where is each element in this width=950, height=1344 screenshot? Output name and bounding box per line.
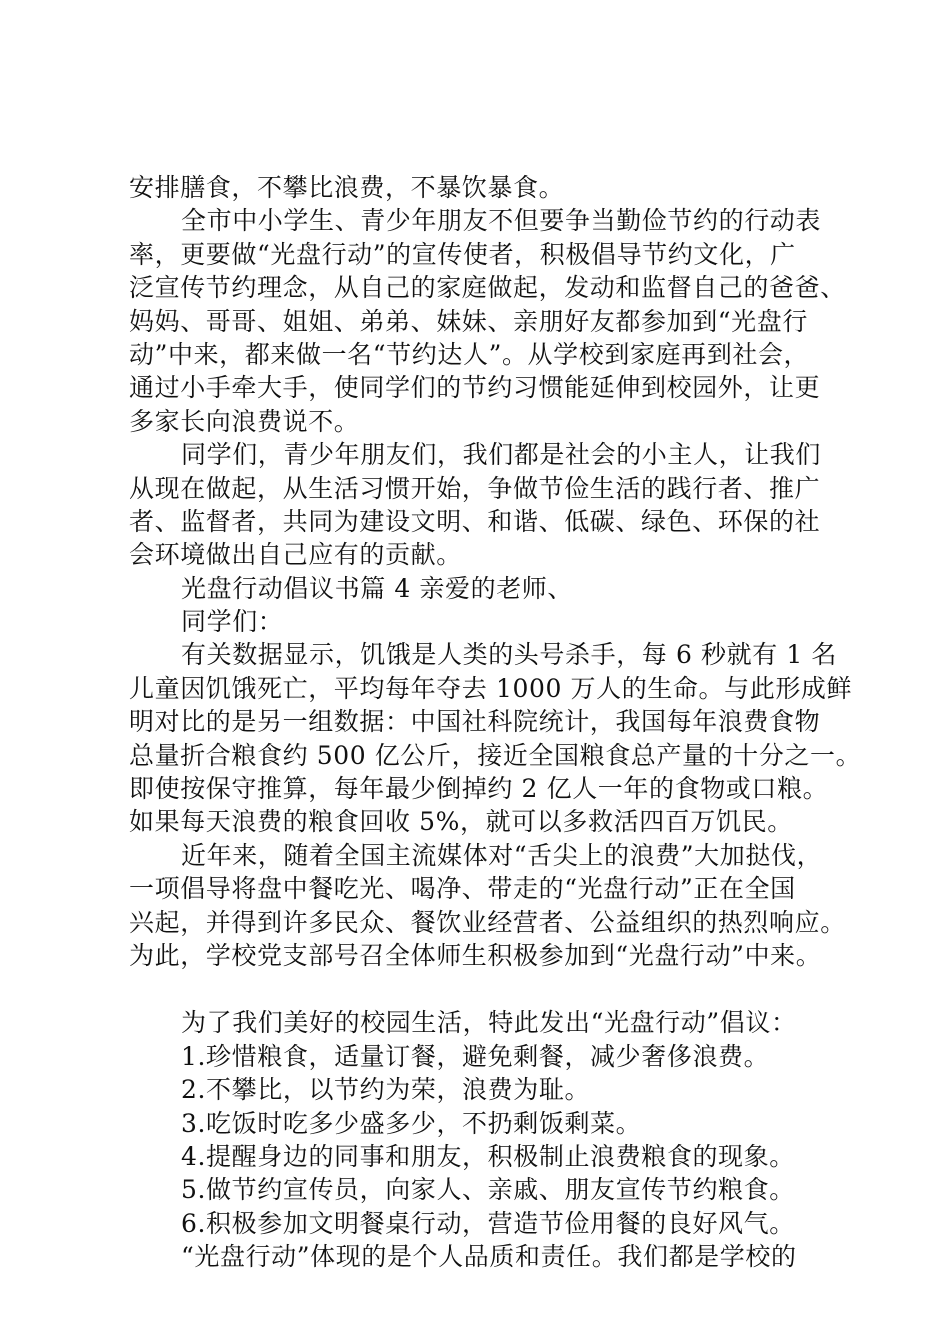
text-line: 为了我们美好的校园生活，特此发出“光盘行动”倡议： bbox=[181, 1008, 797, 1038]
text-line: 近年来，随着全国主流媒体对“舌尖上的浪费”大加挞伐， bbox=[181, 840, 823, 870]
text-line: 多家长向浪费说不。 bbox=[129, 406, 360, 436]
text-line: 3.吃饭时吃多少盛多少，不扔剩饭剩菜。 bbox=[181, 1108, 642, 1138]
text-line: 儿童因饥饿死亡，平均每年夺去 1000 万人的生命。与此形成鲜 bbox=[129, 673, 853, 703]
text-line: 1.珍惜粮食，适量订餐，避免剩餐，减少奢侈浪费。 bbox=[181, 1041, 770, 1071]
text-line: 安排膳食，不攀比浪费，不暴饮暴食。 bbox=[129, 173, 565, 202]
text-line: 2.不攀比，以节约为荣，浪费为耻。 bbox=[181, 1075, 591, 1105]
text-line: 为此，学校党支部号召全体师生积极参加到“光盘行动”中来。 bbox=[129, 940, 822, 970]
text-line: 一项倡导将盘中餐吃光、喝净、带走的“光盘行动”正在全国 bbox=[129, 874, 796, 904]
text-line: 通过小手牵大手，使同学们的节约习惯能延伸到校园外，让更 bbox=[129, 373, 821, 403]
text-line: 妈妈、哥哥、姐姐、弟弟、妹妹、亲朋好友都参加到“光盘行 bbox=[129, 306, 808, 336]
text-line: 同学们： bbox=[181, 607, 284, 637]
text-line: 全市中小学生、青少年朋友不但要争当勤俭节约的行动表 bbox=[181, 206, 822, 236]
text-line: 明对比的是另一组数据：中国社科院统计，我国每年浪费食物 bbox=[129, 707, 821, 737]
text-line: “光盘行动”体现的是个人品质和责任。我们都是学校的 bbox=[181, 1242, 797, 1272]
text-line: 兴起，并得到许多民众、餐饮业经营者、公益组织的热烈响应。 bbox=[129, 907, 846, 937]
paragraph-gap bbox=[129, 972, 851, 1006]
text-line: 如果每天浪费的粮食回收 5%，就可以多救活四百万饥民。 bbox=[129, 807, 793, 837]
text-line: 同学们，青少年朋友们，我们都是社会的小主人，让我们 bbox=[181, 440, 822, 470]
text-line: 从现在做起，从生活习惯开始，争做节俭生活的践行者、推广 bbox=[129, 473, 821, 503]
text-line: 6.积极参加文明餐桌行动，营造节俭用餐的良好风气。 bbox=[181, 1208, 795, 1238]
text-line: 光盘行动倡议书篇 4 亲爱的老师、 bbox=[181, 573, 574, 603]
text-line: 会环境做出自己应有的贡献。 bbox=[129, 540, 462, 570]
text-line: 5.做节约宣传员，向家人、亲戚、朋友宣传节约粮食。 bbox=[181, 1175, 795, 1205]
text-line: 4.提醒身边的同事和朋友，积极制止浪费粮食的现象。 bbox=[181, 1141, 795, 1171]
text-line: 泛宣传节约理念，从自己的家庭做起，发动和监督自己的爸爸、 bbox=[129, 273, 846, 303]
document-body-upper bbox=[129, 171, 862, 972]
document-body-lower bbox=[129, 1006, 851, 1273]
document-page bbox=[129, 171, 862, 1274]
text-line: 率，更要做“光盘行动”的宣传使者，积极倡导节约文化，广 bbox=[129, 239, 796, 269]
text-line: 总量折合粮食约 500 亿公斤，接近全国粮食总产量的十分之一。 bbox=[129, 740, 862, 770]
text-line: 有关数据显示，饥饿是人类的头号杀手，每 6 秒就有 1 名 bbox=[181, 640, 838, 670]
text-line: 即使按保守推算，每年最少倒掉约 2 亿人一年的食物或口粮。 bbox=[129, 774, 829, 804]
text-line: 者、监督者，共同为建设文明、和谐、低碳、绿色、环保的社 bbox=[129, 506, 821, 536]
text-line: 动”中来，都来做一名“节约达人”。从学校到家庭再到社会， bbox=[129, 339, 810, 369]
